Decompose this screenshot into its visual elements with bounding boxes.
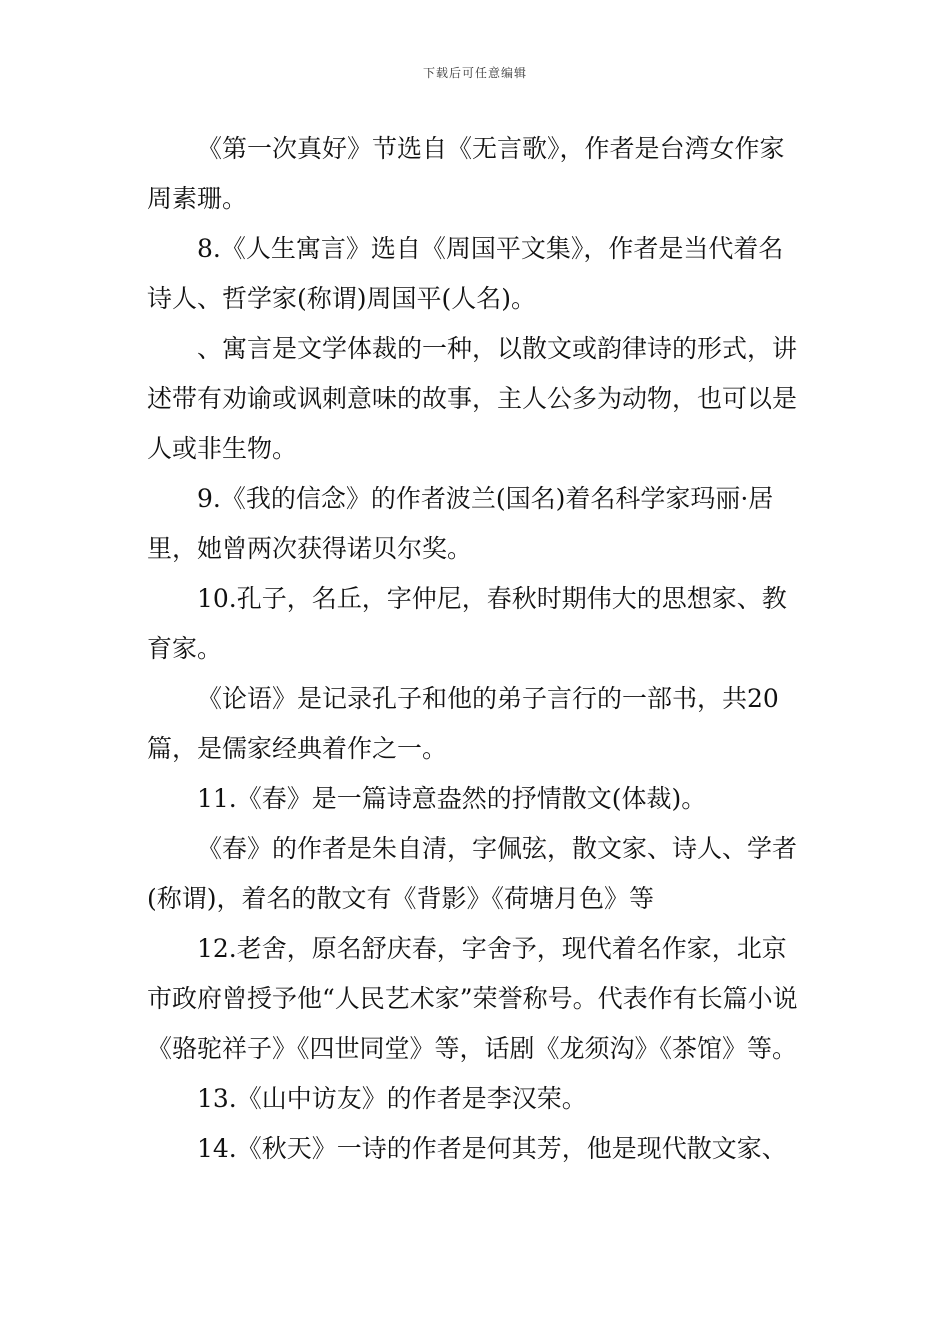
paragraph: 8.《人生寓言》选自《周国平文集》，作者是当代着名诗人、哲学家(称谓)周国平(人名)。 (147, 234, 784, 313)
paragraph: 13.《山中访友》的作者是李汉荣。 (197, 1084, 587, 1113)
paragraph: 10.孔子，名丘，字仲尼，春秋时期伟大的思想家、教育家。 (147, 584, 787, 663)
paragraph: 《第一次真好》节选自《无言歌》，作者是台湾女作家周素珊。 (147, 134, 785, 213)
paragraph: 、寓言是文学体裁的一种，以散文或韵律诗的形式，讲述带有劝谕或讽刺意味的故事，主人公多为动物，也可以是人或非生物。 (147, 334, 798, 463)
paragraph: 9.《我的信念》的作者波兰(国名)着名科学家玛丽·居里，她曾两次获得诺贝尔奖。 (147, 484, 774, 563)
paragraph: 12.老舍，原名舒庆春，字舍予，现代着名作家，北京市政府曾授予他“人民艺术家”荣誉称号。代表作有长篇小说《骆驼祥子》《四世同堂》等，话剧《龙须沟》《茶馆》等。 (147, 934, 798, 1063)
paragraph: 11.《春》是一篇诗意盎然的抒情散文(体裁)。 (197, 784, 707, 813)
paragraph: 《春》的作者是朱自清，字佩弦，散文家、诗人、学者(称谓)，着名的散文有《背影》《荷塘月色》等 (147, 834, 798, 913)
paragraph: 14.《秋天》一诗的作者是何其芳，他是现代散文家、 (197, 1134, 787, 1163)
document-body (147, 124, 807, 1174)
page-header: 下载后可任意编辑 (422, 66, 527, 80)
paragraph: 《论语》是记录孔子和他的弟子言行的一部书，共20篇，是儒家经典着作之一。 (147, 684, 779, 763)
